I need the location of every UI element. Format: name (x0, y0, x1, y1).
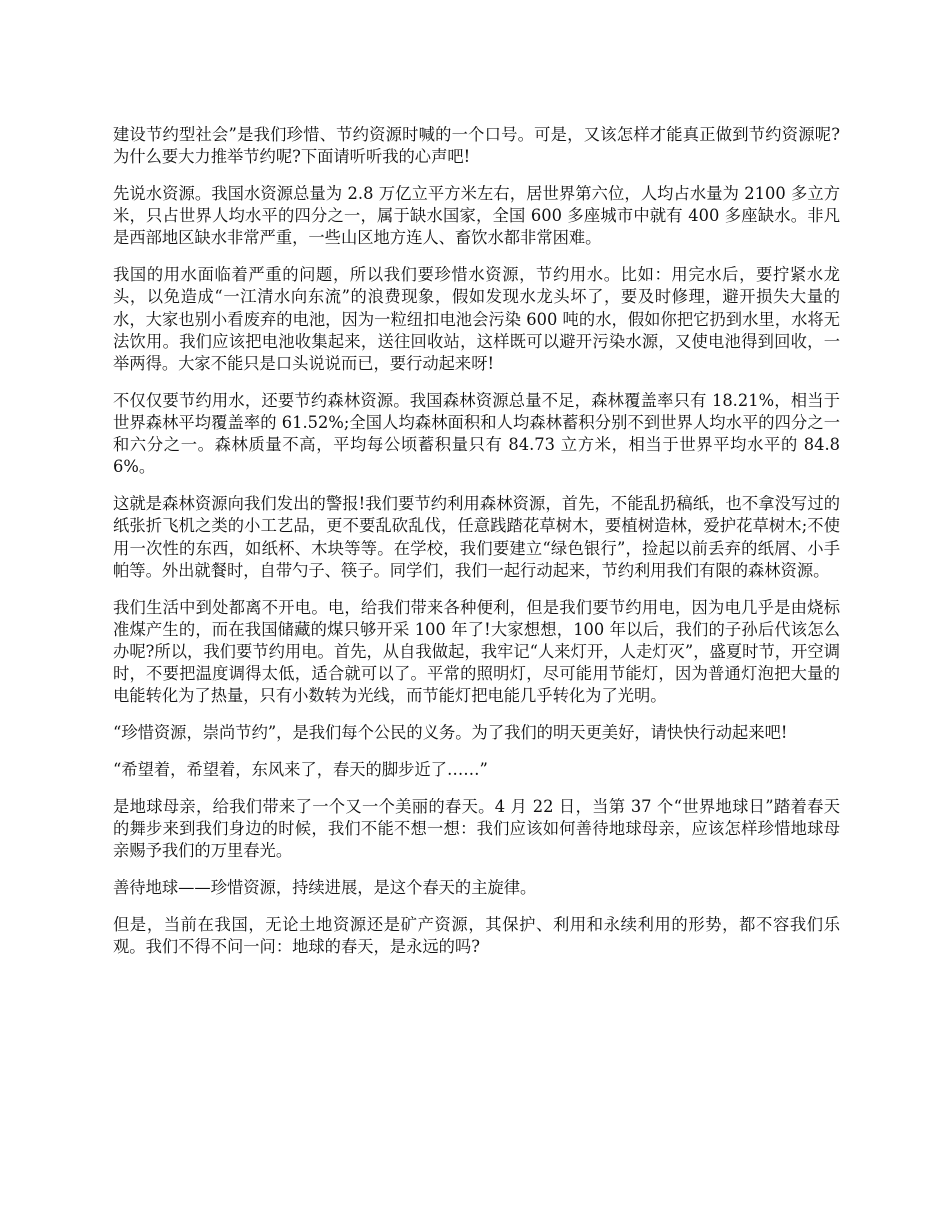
paragraph-5: 这就是森林资源向我们发出的警报!我们要节约利用森林资源，首先，不能乱扔稿纸，也不拿没写过的纸张折飞机之类的小工艺品，更不要乱砍乱伐，任意践踏花草树木，要植树造林，爱护花草树木;不使用一次性的东西，如纸杯、木块等等。在学校，我们要建立“绿色银行”，捡起以前丢弃的纸屑、小手帕等。外出就餐时，自带勺子、筷子。同学们，我们一起行动起来，节约利用我们有限的森林资源。 (113, 494, 840, 580)
paragraph-9: 是地球母亲，给我们带来了一个又一个美丽的春天。4 月 22 日，当第 37 个“世界地球日”踏着春天的舞步来到我们身边的时候，我们不能不想一想：我们应该如何善待地球母亲，应该怎样珍惜地球母亲赐予我们的万里春光。 (113, 796, 840, 861)
paragraph-1: 建设节约型社会”是我们珍惜、节约资源时喊的一个口号。可是，又该怎样才能真正做到节约资源呢?为什么要大力推举节约呢?下面请听听我的心声吧! (113, 125, 840, 167)
paragraph-10: 善待地球——珍惜资源，持续进展，是这个春天的主旋律。 (113, 878, 537, 898)
paragraph-3: 我国的用水面临着严重的问题，所以我们要珍惜水资源，节约用水。比如：用完水后，要拧紧水龙头，以免造成“一江清水向东流”的浪费现象，假如发现水龙头坏了，要及时修理，避开损失大量的水，大家也别小看废弃的电池，因为一粒纽扣电池会污染 600 吨的水，假如你把它扔到水里，水将无法饮用。我们应该把电池收集起来，送往回收站，这样既可以避开污染水源，又使电池得到回收，一举两得。大家不能只是口头说说而已，要行动起来呀! (113, 265, 840, 374)
paragraph-8: “希望着，希望着，东风来了，春天的脚步近了……” (113, 760, 488, 780)
paragraph-4: 不仅仅要节约用水，还要节约森林资源。我国森林资源总量不足，森林覆盖率只有 18.21%，相当于世界森林平均覆盖率的 61.52%;全国人均森林面积和人均森林蓄积分别不到世界人均水平的四分之一和六分之一。森林质量不高，平均每公顷蓄积量只有 84.73 立方米，相当于世界平均水平的 84.86%。 (113, 390, 840, 477)
paragraph-6: 我们生活中到处都离不开电。电，给我们带来各种便利，但是我们要节约用电，因为电几乎是由烧标准煤产生的，而在我国储藏的煤只够开采 100 年了!大家想想，100 年以后，我们的子孙后代该怎么办呢?所以，我们要节约用电。首先，从自我做起，我牢记“人来灯开，人走灯灭”，盛夏时节，开空调时，不要把温度调得太低，适合就可以了。平常的照明灯，尽可能用节能灯，因为普通灯泡把大量的电能转化为了热量，只有小数转为光线，而节能灯把电能几乎转化为了光明。 (113, 597, 840, 706)
paragraph-11: 但是，当前在我国，无论土地资源还是矿产资源，其保护、利用和永续利用的形势，都不容我们乐观。我们不得不问一问：地球的春天，是永远的吗? (113, 914, 840, 957)
paragraph-2: 先说水资源。我国水资源总量为 2.8 万亿立平方米左右，居世界第六位，人均占水量为 2100 多立方米，只占世界人均水平的四分之一，属于缺水国家，全国 600 多座城市中就有 400 多座缺水。非凡是西部地区缺水非常严重，一些山区地方连人、畜饮水都非常困难。 (113, 184, 840, 248)
paragraph-7: “珍惜资源，崇尚节约”，是我们每个公民的义务。为了我们的明天更美好，请快快行动起来吧! (113, 723, 788, 743)
document-body (113, 124, 840, 973)
